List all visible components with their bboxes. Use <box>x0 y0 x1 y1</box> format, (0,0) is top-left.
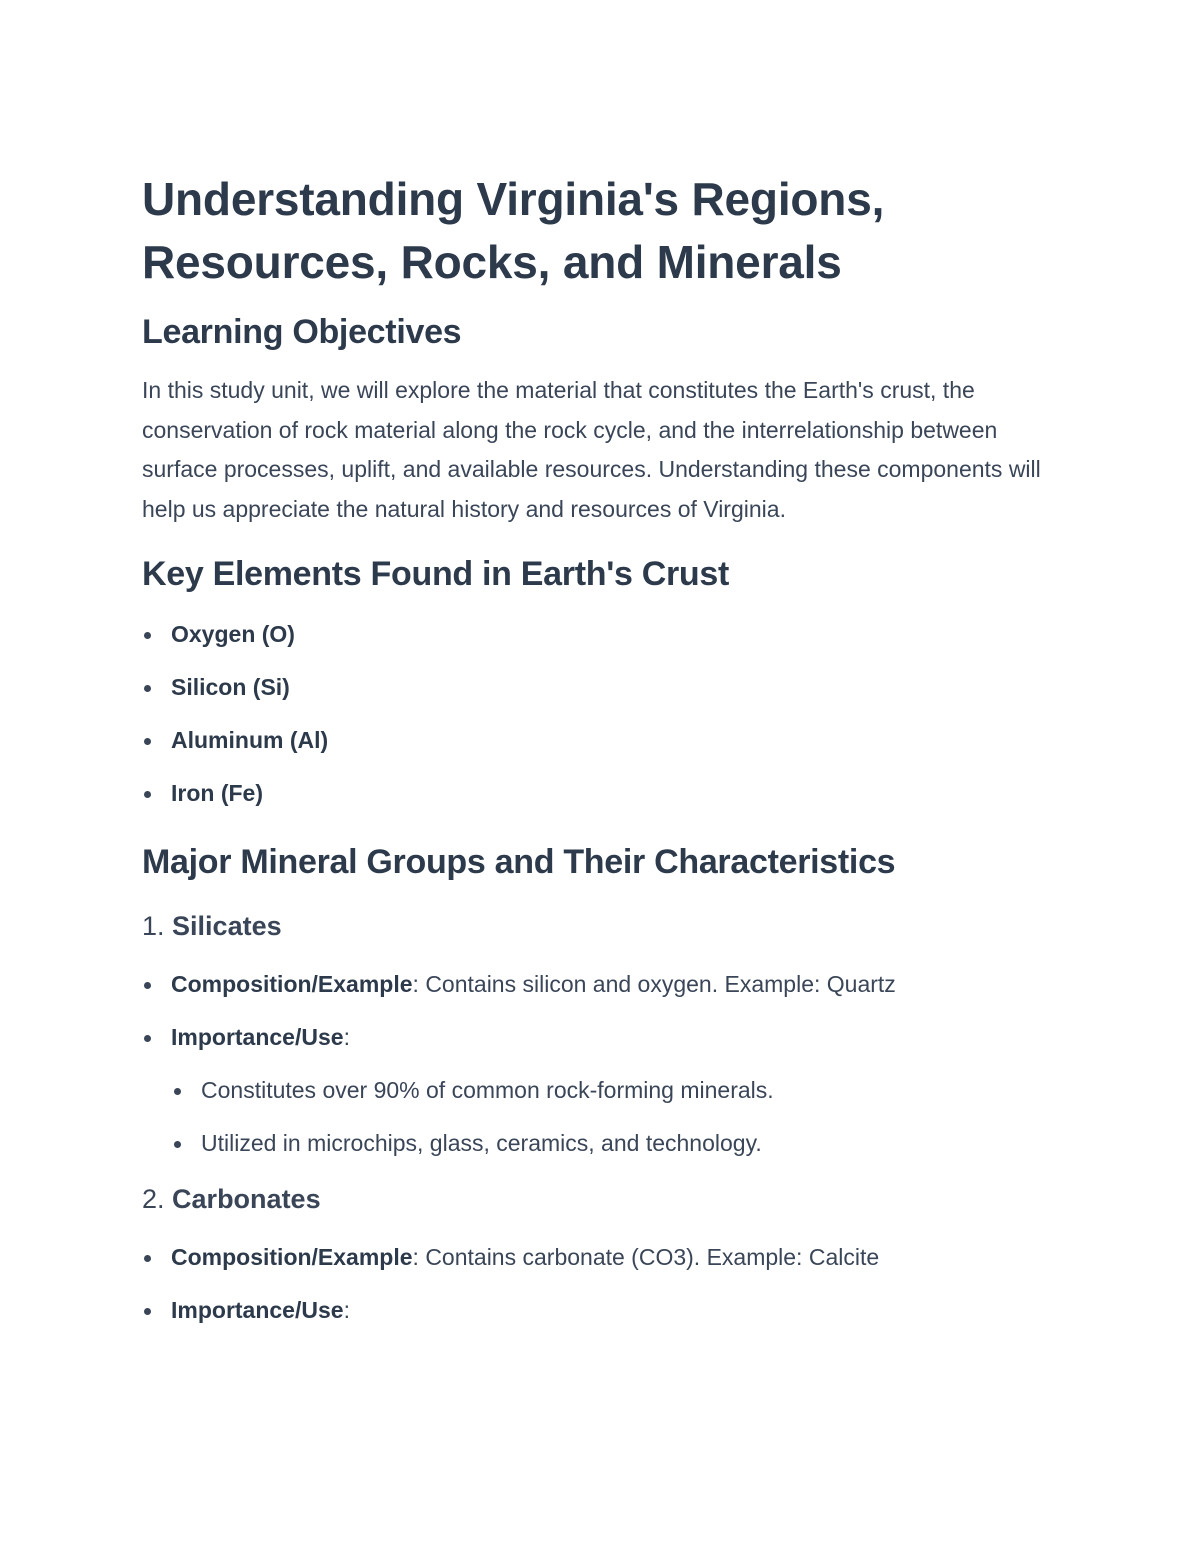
list-item <box>142 1294 1042 1327</box>
composition-text: : Contains silicon and oxygen. Example: Quartz <box>412 971 896 997</box>
importance-colon: : <box>343 1024 350 1050</box>
list-item <box>142 1021 1042 1054</box>
key-elements-list <box>142 618 1042 810</box>
list-item <box>142 777 1042 810</box>
heading-key-elements: Key Elements Found in Earth's Crust <box>142 555 730 593</box>
use-text: Constitutes over 90% of common rock-forming minerals. <box>201 1077 774 1103</box>
element-silicon: Silicon (Si) <box>171 674 290 700</box>
section-number: 2. <box>142 1184 165 1214</box>
element-aluminum: Aluminum (Al) <box>171 727 329 753</box>
list-item <box>172 1074 1042 1107</box>
heading-mineral-groups: Major Mineral Groups and Their Characteristics <box>142 843 896 881</box>
carbonates-list <box>142 1241 1042 1327</box>
element-iron: Iron (Fe) <box>171 780 263 806</box>
document-page <box>142 168 1042 1327</box>
section-name: Carbonates <box>172 1184 321 1214</box>
list-item <box>142 618 1042 651</box>
section-number: 1. <box>142 911 165 941</box>
silicates-list <box>142 968 1042 1160</box>
importance-label: Importance/Use <box>171 1297 344 1323</box>
list-item <box>142 1241 1042 1274</box>
composition-text: : Contains carbonate (CO3). Example: Calcite <box>412 1244 880 1270</box>
heading-silicates <box>142 909 1042 943</box>
section-name: Silicates <box>172 911 282 941</box>
composition-label: Composition/Example <box>171 971 413 997</box>
list-item <box>142 968 1042 1001</box>
heading-carbonates <box>142 1182 1042 1216</box>
page-title: Understanding Virginia's Regions, Resources, Rocks, and Minerals <box>142 173 885 288</box>
use-text: Utilized in microchips, glass, ceramics, and technology. <box>201 1130 762 1156</box>
importance-colon: : <box>343 1297 350 1323</box>
importance-label: Importance/Use <box>171 1024 344 1050</box>
heading-learning-objectives: Learning Objectives <box>142 313 462 351</box>
intro-paragraph: In this study unit, we will explore the material that constitutes the Earth's crust, the conservation of rock material along the rock cycle, and the interrelationship between surface processes, uplift, and available resources. Understanding these components will help us appreciate the natural history and resources of Virginia. <box>142 377 1041 522</box>
list-item <box>142 724 1042 757</box>
list-item <box>172 1127 1042 1160</box>
composition-label: Composition/Example <box>171 1244 413 1270</box>
element-oxygen: Oxygen (O) <box>171 621 295 647</box>
list-item <box>142 671 1042 704</box>
